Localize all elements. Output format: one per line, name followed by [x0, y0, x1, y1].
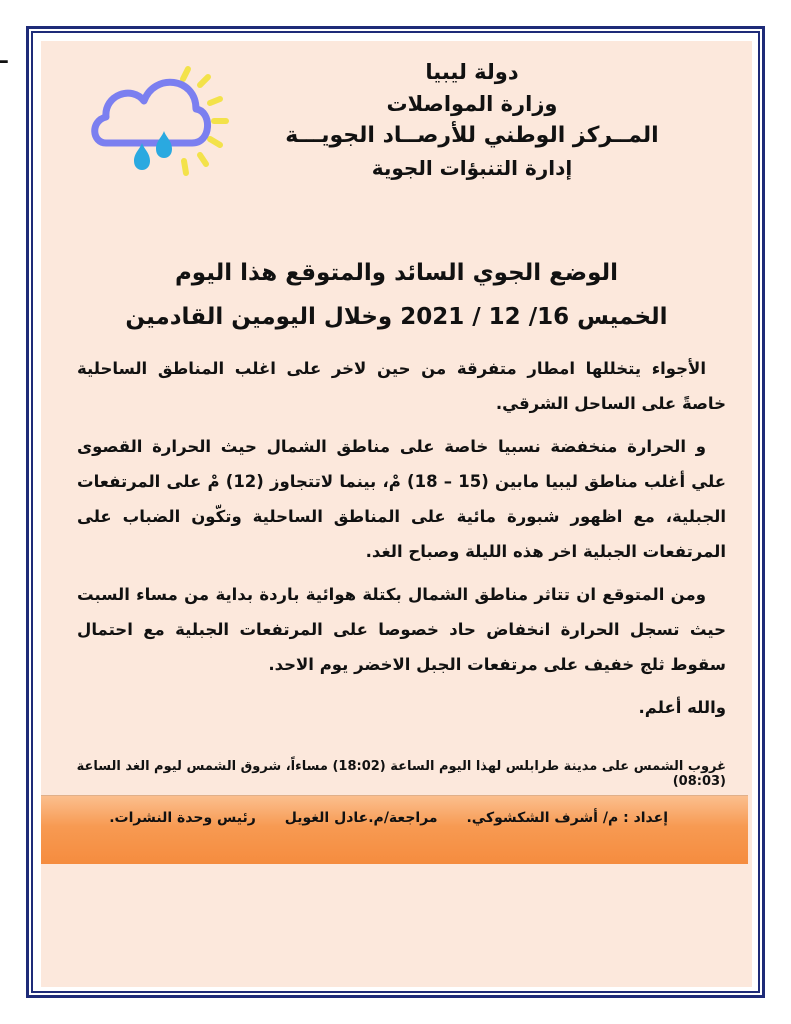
header-country: دولة ليبيا: [425, 60, 519, 84]
title-line-1: الوضع الجوي السائد والمتوقع هذا اليوم: [174, 260, 619, 286]
footer-prepared-by: إعداد : م/ أشرف الشكشوكي.: [466, 810, 668, 826]
forecast-paragraph-3: ومن المتوقع ان تتاثر مناطق الشمال بكتلة هوائية باردة بداية من مساء السبت حيث تسجل الحرارة انخفاض حاد خصوصا على المرتفعات الجبلية مع احتمال سقوط ثلج خفيف على مرتفعات الجبل الاخضر يوم الاحد.: [77, 585, 726, 674]
footer-credits: [85, 810, 668, 826]
ministry-header: [262, 56, 682, 184]
footer-unit-head: رئيس وحدة النشرات.: [109, 810, 256, 826]
title-line-2: الخميس 16/ 12 / 2021 وخلال اليومين القادمين: [125, 304, 668, 330]
sunrise-sunset-note: غروب الشمس على مدينة طرابلس لهذا اليوم الساعة (18:02) مساءاً، شروق الشمس ليوم الغد الساعة (08:03): [76, 759, 726, 789]
footer-band: [41, 795, 748, 864]
forecast-paragraph-1: الأجواء يتخللها امطار متفرقة من حين لاخر على اغلب المناطق الساحلية خاصةً على الساحل الشرقي.: [77, 359, 726, 413]
footer-reviewed-by: مراجعة/م.عادل الغويل: [284, 810, 438, 826]
forecast-paragraph-2: و الحرارة منخفضة نسبيا خاصة على مناطق الشمال حيث الحرارة القصوى علي أغلب مناطق ليبيا مابين (15 – 18) مْ، بينما لاتتجاوز (12) مْ على المرتفعات الجبلية، مع اظهور شبورة مائية على المناطق الساحلية وتكّون الضباب على المرتفعات الجبلية اخر هذه الليلة وصباح الغد.: [77, 437, 727, 561]
header-center: المــركز الوطني للأرصــاد الجويـــة: [285, 123, 659, 148]
header-department: إدارة التنبؤات الجوية: [371, 156, 573, 180]
forecast-closing: والله أعلم.: [638, 698, 726, 717]
forecast-body: [77, 351, 726, 733]
stray-mark: ـ: [0, 44, 8, 69]
bulletin-title: [81, 251, 712, 339]
cloud-rain-sun-icon: [88, 61, 238, 181]
bulletin-page: [41, 41, 752, 987]
header-ministry: وزارة المواصلات: [386, 92, 558, 116]
